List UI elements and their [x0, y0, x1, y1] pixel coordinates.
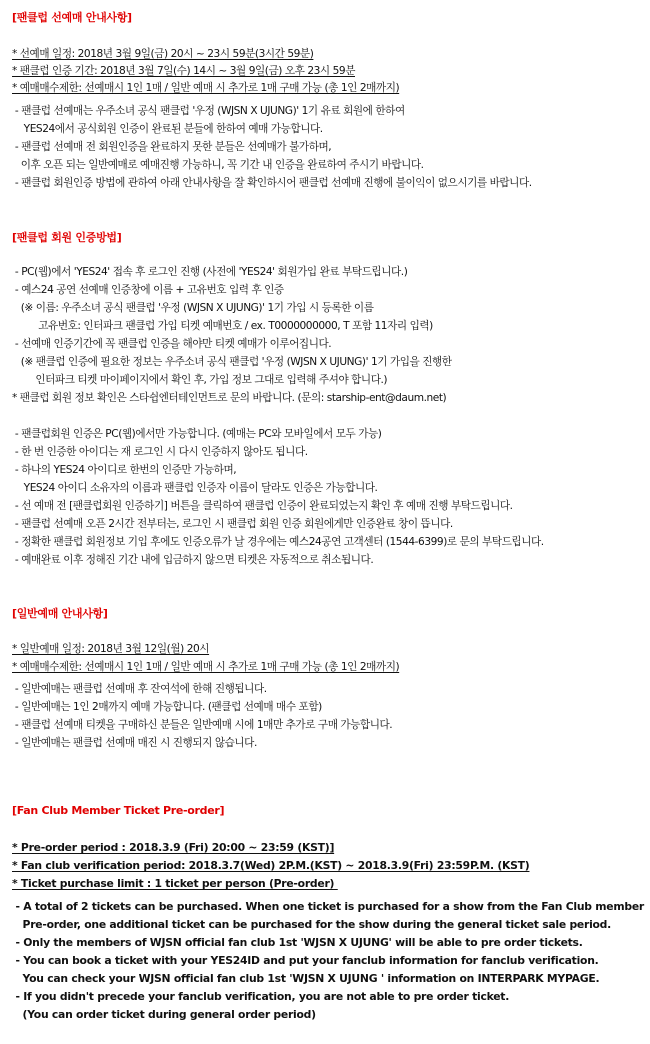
list-item: (※ 이름: 우주소녀 공식 팬클럽 '우정 (WJSN X UJUNG)' 1기 가입 시 등록한 이름 — [12, 302, 374, 314]
section-title-general-sale: [일반예매 안내사항] — [12, 607, 108, 620]
list-item: - 일반예매는 팬클럽 선예매 후 잔여석에 한해 진행됩니다. — [12, 683, 267, 695]
section-title-verification-method: [팬클럽 회원 인증방법] — [12, 231, 122, 244]
general-sale-schedule: * 일반예매 일정: 2018년 3월 12일(월) 20시 — [12, 643, 210, 655]
list-item: - 선예매 인증기간에 꼭 팬클럽 인증을 해야만 티켓 예매가 이루어집니다. — [12, 338, 332, 350]
list-item: (※ 팬클럽 인증에 필요한 정보는 우주소녀 공식 팬클럽 '우정 (WJSN X UJUNG)' 1기 가입을 진행한 — [12, 356, 452, 368]
list-item: - 일반예매는 1인 2매까지 예매 가능합니다. (팬클럽 선예매 매수 포함) — [12, 701, 322, 713]
list-item: - 예매완료 이후 정해진 기간 내에 입금하지 않으면 티켓은 자동적으로 취소됩니다. — [12, 554, 374, 566]
presale-schedule: * 선예매 일정: 2018년 3월 9일(금) 20시 ~ 23시 59분(3시간 59분) — [12, 48, 314, 60]
list-item: - A total of 2 tickets can be purchased. When one ticket is purchased for a show from the Fan Club member — [12, 900, 644, 913]
list-item: - You can book a ticket with your YES24ID and put your fanclub information for fanclub verification. — [12, 954, 599, 967]
list-item: - Only the members of WJSN official fan club 1st 'WJSN X UJUNG' will be able to pre order tickets. — [12, 936, 583, 949]
list-item: - PC(웹)에서 'YES24' 접속 후 로그인 진행 (사전에 'YES24' 회원가입 완료 부탁드립니다.) — [12, 266, 408, 278]
list-item: - 선 예매 전 [팬클럽회원 인증하기] 버튼을 클릭하여 팬클럽 인증이 완료되었는지 확인 후 예매 진행 부탁드립니다. — [12, 500, 513, 512]
section-title-english-preorder: [Fan Club Member Ticket Pre-order] — [12, 804, 225, 817]
list-item: - If you didn't precede your fanclub verification, you are not able to pre order ticket. — [12, 990, 510, 1003]
list-item: - 팬클럽 회원인증 방법에 관하여 아래 안내사항을 잘 확인하시어 팬클럽 선예매 진행에 불이익이 없으시기를 바랍니다. — [12, 177, 532, 189]
list-item: - 팬클럽 선예매 티켓을 구매하신 분들은 일반예매 시에 1매만 추가로 구매 가능합니다. — [12, 719, 393, 731]
list-item: - 한 번 인증한 아이디는 재 로그인 시 다시 인증하지 않아도 됩니다. — [12, 446, 308, 458]
section-title-fanclub-presale: [팬클럽 선예매 안내사항] — [12, 11, 132, 24]
list-item: - 예스24 공연 선예매 인증창에 이름 + 고유번호 입력 후 인증 — [12, 284, 284, 296]
list-item: - 팬클럽 선예매 오픈 2시간 전부터는, 로그인 시 팬클럽 회원 인증 회원에게만 인증완료 창이 뜹니다. — [12, 518, 453, 530]
list-item: - 팬클럽 선예매 전 회원인증을 완료하지 못한 분들은 선예매가 불가하며, — [12, 141, 332, 153]
list-item: - 하나의 YES24 아이디로 한번의 인증만 가능하며, — [12, 464, 237, 476]
list-item: 고유번호: 인터파크 팬클럽 가입 티켓 예매번호 / ex. T0000000000, T 포함 11자리 입력) — [12, 320, 433, 332]
fanclub-verification-period: * Fan club verification period: 2018.3.7(Wed) 2P.M.(KST) ~ 2018.3.9(Fri) 23:59P.M. (KST) — [12, 859, 530, 872]
list-item: 인터파크 티켓 마이페이지에서 확인 후, 가입 정보 그대로 입력해 주셔야 합니다.) — [12, 374, 388, 386]
list-item: Pre-order, one additional ticket can be purchased for the show during the general ticket sale period. — [12, 918, 612, 931]
list-item: You can check your WJSN official fan club 1st 'WJSN X UJUNG ' information on INTERPARK MYPAGE. — [12, 972, 600, 985]
purchase-limit: * 예매매수제한: 선예매시 1인 1매 / 일반 예매 시 추가로 1매 구매 가능 (총 1인 2매까지) — [12, 82, 400, 94]
list-item: - 정확한 팬클럽 회원정보 기입 후에도 인증오류가 날 경우에는 예스24공연 고객센터 (1544-6399)로 문의 부탁드립니다. — [12, 536, 544, 548]
list-item: YES24에서 공식회원 인증이 완료된 분들에 한하여 예매 가능합니다. — [12, 123, 323, 135]
list-item: YES24 아이디 소유자의 이름과 팬클럽 인증자 이름이 달라도 인증은 가능합니다. — [12, 482, 378, 494]
list-item: - 일반예매는 팬클럽 선예매 매진 시 진행되지 않습니다. — [12, 737, 257, 749]
verification-period: * 팬클럽 인증 기간: 2018년 3월 7일(수) 14시 ~ 3월 9일(금) 오후 23시 59분 — [12, 65, 355, 77]
preorder-period: * Pre-order period : 2018.3.9 (Fri) 20:00 ~ 23:59 (KST)] — [12, 841, 335, 854]
purchase-limit: * 예매매수제한: 선예매시 1인 1매 / 일반 예매 시 추가로 1매 구매 가능 (총 1인 2매까지) — [12, 661, 400, 673]
list-item: - 팬클럽 선예매는 우주소녀 공식 팬클럽 '우정 (WJSN X UJUNG)' 1기 유료 회원에 한하여 — [12, 105, 405, 117]
list-item: (You can order ticket during general order period) — [12, 1008, 316, 1021]
list-item: - 팬클럽회원 인증은 PC(웹)에서만 가능합니다. (예매는 PC와 모바일에서 모두 가능) — [12, 428, 382, 440]
list-item: 이후 오픈 되는 일반예매로 예매진행 가능하니, 꼭 기간 내 인증을 완료하여 주시기 바랍니다. — [12, 159, 424, 171]
contact-note: * 팬클럽 회원 정보 확인은 스타쉽엔터테인먼트로 문의 바랍니다. (문의: starship-ent@daum.net) — [12, 392, 447, 404]
ticket-purchase-limit: * Ticket purchase limit : 1 ticket per person (Pre-order) — [12, 877, 338, 890]
